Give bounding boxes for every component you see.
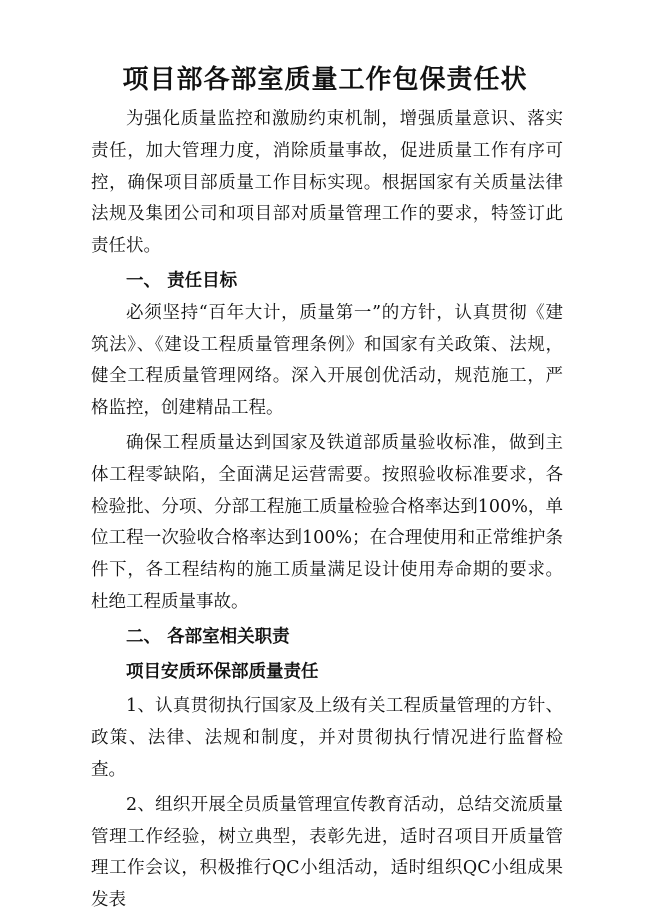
section-1-paragraph-1: 必须坚持“百年大计，质量第一”的方针，认真贯彻《建筑法》、《建设工程质量管理条例》和国家有关政策、法规，健全工程质量管理网络。深入开展创优活动，规范施工，严格监控，创建精品工程。 [91, 302, 563, 419]
section-2-heading: 二、 各部室相关职责 [126, 626, 290, 647]
section-2-subheading: 项目安质环保部质量责任 [126, 661, 319, 682]
section-2-item-1: 1、认真贯彻执行国家及上级有关工程质量管理的方针、政策、法律、法规和制度，并对贯彻执行情况进行监督检查。 [91, 696, 563, 780]
section-1-paragraph-2: 确保工程质量达到国家及铁道部质量验收标准，做到主体工程零缺陷，全面满足运营需要。按照验收标准要求，各检验批、分项、分部工程施工质量检验合格率达到100%，单位工程一次验收合格率达到100%；在合理使用和正常维护条件下，各工程结构的施工质量满足设计使用寿命期的要求。杜绝工程质量事故。 [91, 432, 563, 612]
document-title: 项目部各部室质量工作包保责任状 [122, 65, 528, 95]
document-body [91, 104, 563, 917]
section-2-item-2: 2、组织开展全员质量管理宣传教育活动，总结交流质量管理工作经验，树立典型，表彰先进，适时召项目开质量管理工作会议，积极推行QC小组活动，适时组织QC小组成果发表 [91, 794, 563, 911]
intro-paragraph: 为强化质量监控和激励约束机制，增强质量意识、落实责任，加大管理力度，消除质量事故，促进质量工作有序可控，确保项目部质量工作目标实现。根据国家有关质量法律法规及集团公司和项目部对质量管理工作的要求，特签订此责任状。 [91, 109, 563, 257]
section-1-heading: 一、 责任目标 [126, 270, 238, 291]
